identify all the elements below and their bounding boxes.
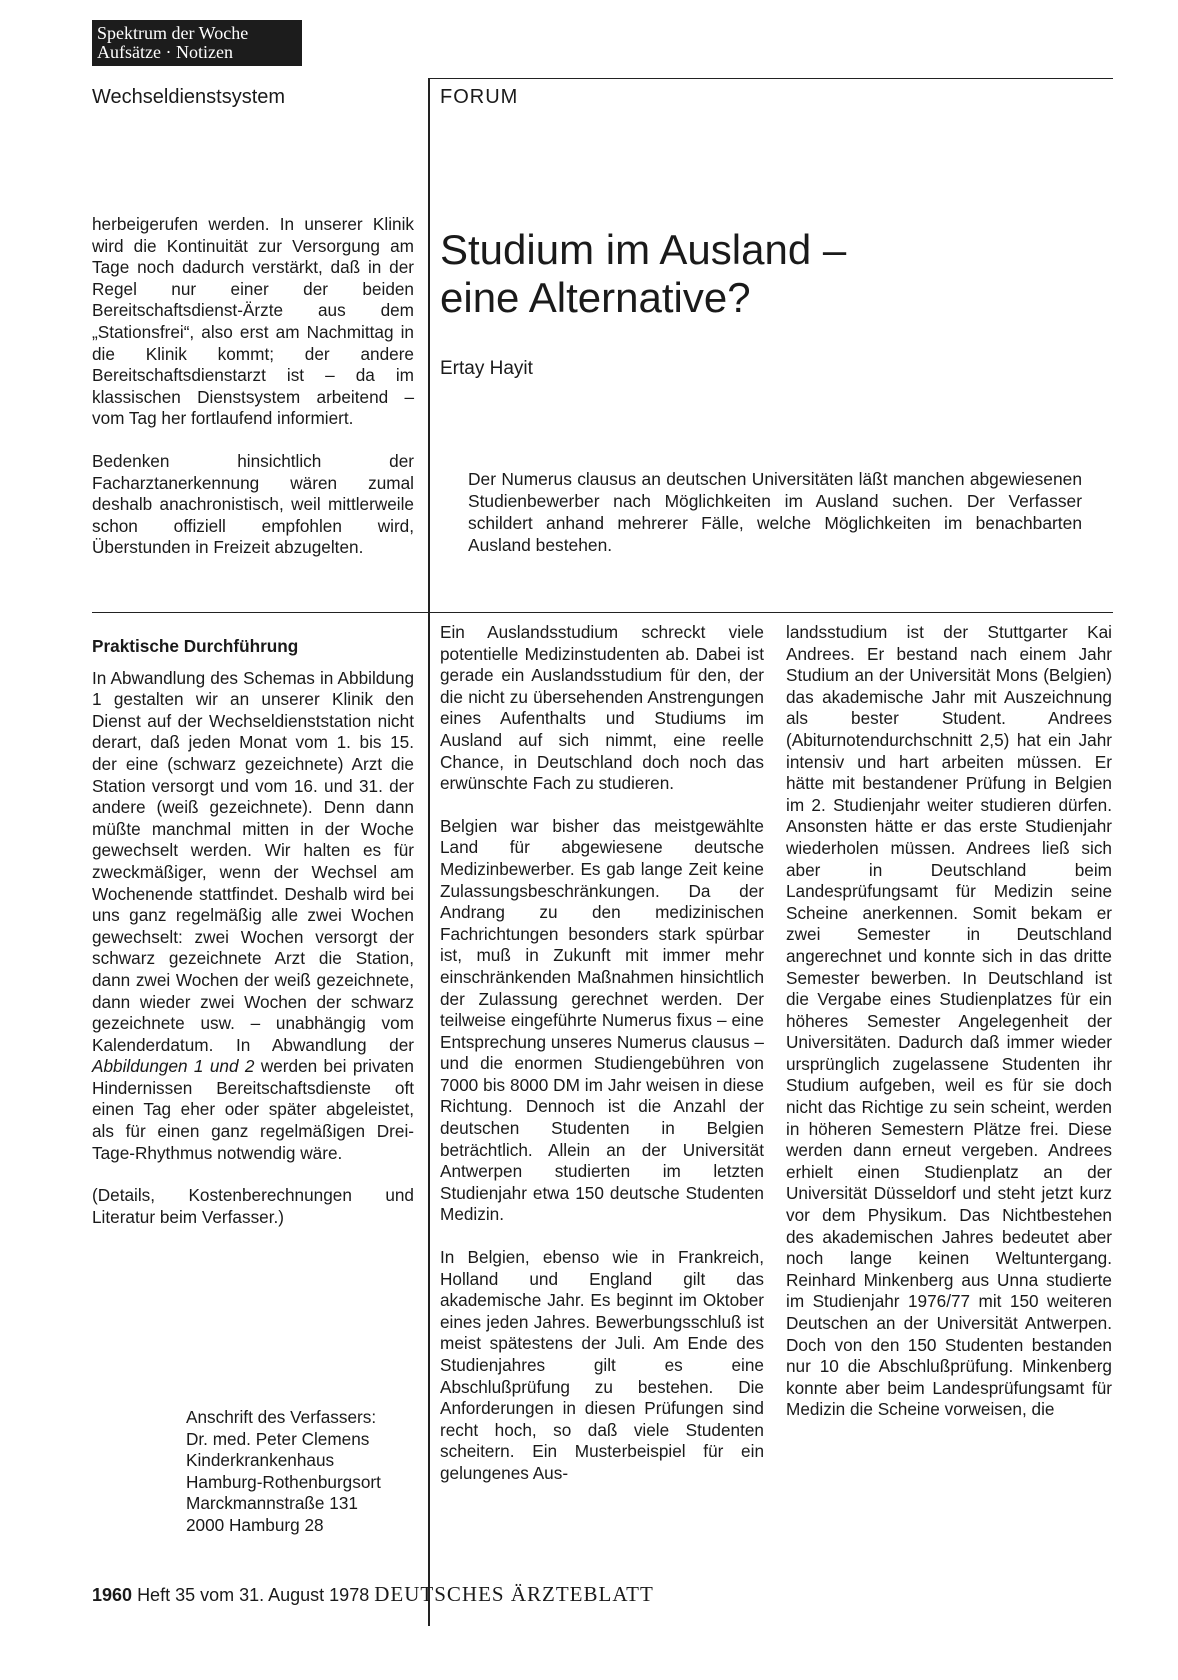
article-title [440,226,1000,322]
article-author: Ertay Hayit [440,358,533,379]
address-line: Anschrift des Verfassers: [186,1407,377,1427]
badge-line-2: Aufsätze · Notizen [97,42,233,62]
paragraph: Ein Auslandsstudium schreckt viele potentielle Medizinstudenten ab. Dabei ist gerade ein Auslandsstudium für den, der die nicht zu übersehenden Anstrengungen eines Aufenthalts und Studiums im Ausland auf sich nimmt, eine reelle Chance, in Deutschland doch noch das erwünschte Fach zu studieren. [440,622,764,794]
address-line: Marckmannstraße 131 [186,1493,358,1514]
paragraph: (Details, Kostenberechnungen und Literatur beim Verfasser.) [92,1185,414,1227]
paragraph: Bedenken hinsichtlich der Facharztanerkennung wären zumal deshalb anachronistisch, weil mittlerweile schon offiziell empfohlen wird, Überstunden in Freizeit abzugelten. [92,450,414,558]
column-divider [428,78,430,1626]
magazine-name: DEUTSCHES ÄRZTEBLATT [374,1582,654,1606]
address-line: 2000 Hamburg 28 [186,1514,324,1535]
title-line-2: eine Alternative? [440,274,751,321]
right-column [786,622,1112,1421]
author-address [186,1407,414,1537]
address-line: Dr. med. Peter Clemens [186,1428,370,1449]
address-line: Kinderkrankenhaus [186,1450,335,1471]
paragraph: landsstudium ist der Stuttgarter Kai Andrees. Er bestand nach einem Jahr Studium an der Universität Mons (Belgien) das akademische Jahr mit Auszeichnung als bester Student. Andrees (Abiturnotendurchschnitt 2,5) hat ein Jahr intensiv und hart arbeiten müssen. Er hätte mit bestandener Prüfung in Belgien im 2. Studienjahr weiter studieren dürfen. Ansonsten hätte er das erste Studienjahr wiederholen müssen. Andrees ließ sich aber in Deutschland beim Landesprüfungsamt für Medizin seine Scheine anerkennen. Somit bekam er zwei Semester in Deutschland angerechnet und konnte sich in das dritte Semester bewerben. In Deutschland ist die Vergabe eines Studienplatzes für ein höheres Semester Angelegenheit der Universitäten. Dadurch daß immer wieder ursprünglich zugelassene Studenten ihr Studium aufgeben, weil es für sie doch nicht das Richtige zu sein scheint, werden in höheren Semestern Plätze frei. Diese werden dann erneut vergeben. Andrees erhielt einen Studienplatz an der Universität Düsseldorf und steht jetzt kurz vor dem Physikum. Das Nichtbestehen des akademischen Jahres bedeutet aber noch lange keinen Weltuntergang. Reinhard Minkenberg aus Unna studierte im Studienjahr 1976/77 mit 150 weiteren Deutschen an der Universität Antwerpen. Doch von den 150 Studenten bestanden nur 10 die Abschlußprüfung. Minkenberg konnte aber beim Landesprüfungsamt für Medizin die Scheine vorweisen, die [786,622,1112,1420]
forum-label: FORUM [440,86,519,108]
left-column-bottom [92,636,414,1228]
title-line-1: Studium im Ausland – [440,226,847,273]
paragraph-text: In Abwandlung des Schemas in Abbildung 1 gestalten wir an unserer Klinik den Dienst auf der Wechseldienststation nicht derart, daß jeden Monat vom 1. bis 15. der eine (schwarz gezeichnete) Arzt die Station versorgt und vom 16. und 31. der andere (weiß gezeichnete). Denn dann müßte manchmal mitten in der Woche gewechselt werden. Wir halten es für zweckmäßiger, wenn der Wechsel am Wochenende stattfindet. Deshalb wird bei uns ganz regelmäßig alle zwei Wochen gewechselt: zwei Wochen versorgt der schwarz gezeichnete Arzt die Station, dann zwei Wochen der weiß gezeichnete, dann wieder zwei Wochen der schwarz gezeichnete usw. – unabhängig vom Kalenderdatum. In Abwandlung der [92,667,414,1055]
address-line: Hamburg-Rothenburgsort [186,1471,381,1492]
subheading: Praktische Durchführung [92,636,299,656]
left-column-top [92,214,414,559]
paragraph: In Belgien, ebenso wie in Frankreich, Holland und England gilt das akademische Jahr. Es beginnt im Oktober eines jeden Jahres. Bewerbungsschluß ist meist spätestens der Juli. Am Ende des Studienjahres gilt es eine Abschlußprüfung zu bestehen. Die Anforderungen in diesen Prüfungen sind recht hoch, so daß viele Studenten scheitern. Ein Musterbeispiel für ein gelungenes Aus- [440,1247,764,1483]
badge-line-1: Spektrum der Woche [97,23,249,43]
middle-column [440,622,764,1485]
page-number: 1960 [92,1585,133,1605]
paragraph: Belgien war bisher das meistgewählte Land für abgewiesene deutsche Medizinbewerber. Es gab lange Zeit keine Zulassungsbeschränkungen. Da der Andrang zu den medizinischen Fachrichtungen besonders stark spürbar ist, muß in Zukunft mit immer mehr einschränkenden Maßnahmen hinsichtlich der Zulassung gerechnet werden. Der teilweise eingeführte Numerus fixus – eine Entsprechung unseres Numerus clausus – und die enormen Studiengebühren von 7000 bis 8000 DM im Jahr weisen in diese Richtung. Dennoch ist die Anzahl der deutschen Studenten in Belgien beträchtlich. Allein an der Universität Antwerpen studierten im letzten Studienjahr etwa 150 deutsche Studenten Medizin. [440,815,764,1225]
paragraph: herbeigerufen werden. In unserer Klinik wird die Kontinuität zur Versorgung am Tage noch dadurch verstärkt, daß in der Regel nur einer der beiden Bereitschaftsdienst-Ärzte aus dem „Stationsfrei“, also erst am Nachmittag in die Klinik kommt; der andere Bereitschaftsdienstarzt ist – da im klassischen Dienstsystem arbeitend – vom Tag her fortlaufend informiert. [92,214,414,429]
issue-info: Heft 35 vom 31. August 1978 [137,1585,370,1605]
top-rule [428,78,1113,79]
article-abstract: Der Numerus clausus an deutschen Universitäten läßt manchen abgewiesenen Studienbewerber nach Möglichkeiten im Ausland suchen. Der Verfasser schildert anhand mehrerer Fälle, welche Möglichkeiten im benachbarten Ausland bestehen. [468,469,1082,555]
paragraph [92,668,414,1165]
figure-reference: Abbildungen 1 und 2 [92,1056,255,1077]
mid-rule [92,612,1113,613]
paragraph-text: werden bei privaten Hindernissen Bereitschaftsdienste oft einen Tag eher oder später abgeleistet, als für einen ganz regelmäßigen Drei-Tage-Rhythmus notwendig wäre. [92,1056,414,1163]
page-footer [92,1582,654,1607]
section-badge [92,20,302,66]
section-title: Wechseldienstsystem [92,86,286,108]
